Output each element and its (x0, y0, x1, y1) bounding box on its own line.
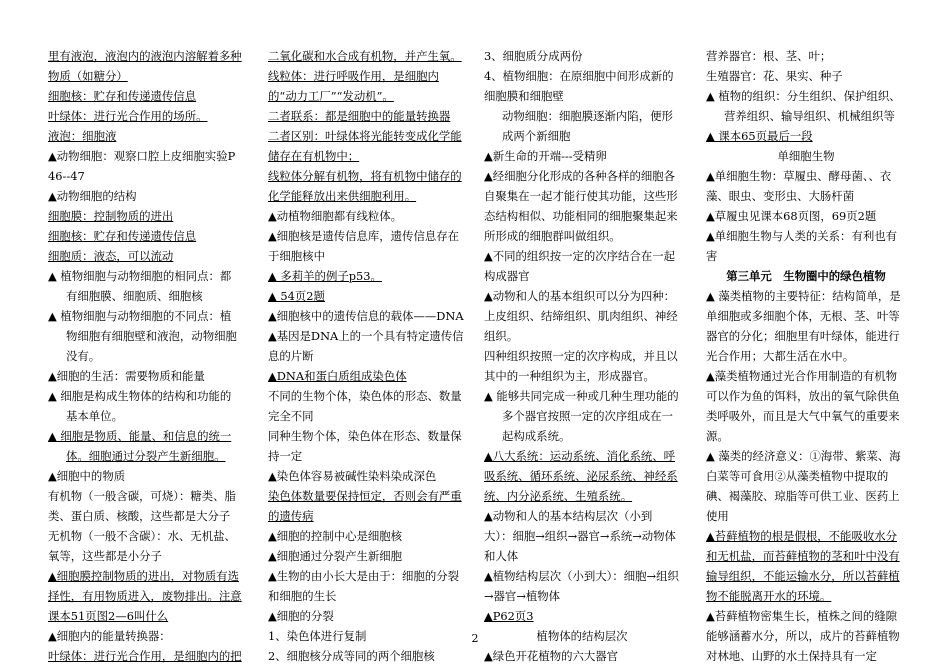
paragraph: 二氧化碳和水合成有机物，并产生氧。 (268, 49, 462, 63)
paragraph: ▲动物和人的基本结构层次（小到大）：细胞→组织→器官→系统→动物体和人体 (484, 509, 676, 563)
paragraph: ▲细胞核是遗传信息库，遗传信息存在于细胞核中 (268, 229, 460, 263)
paragraph: 细胞质：液态，可以流动 (48, 249, 174, 263)
paragraph: 不同的生物个体，染色体的形态、数量完全不同 (268, 389, 462, 423)
paragraph: ▲八大系统：运动系统、消化系统、呼吸系统、循环系统、泌尿系统、神经系统、内分泌系统、生殖系统。 (484, 449, 678, 503)
paragraph: ▲ 植物细胞与动物细胞的不同点：植物细胞有细胞壁和液泡，动物细胞没有。 (48, 309, 237, 363)
paragraph: 有机物（一般含碳，可烧）：糖类、脂类、蛋白质、核酸，这些都是大分子 (48, 489, 236, 523)
paragraph: 线粒体：进行呼吸作用，是细胞内的“动力工厂”“发动机”。 (268, 69, 439, 103)
paragraph: ▲植物结构层次（小到大）：细胞→组织→器官→植物体 (484, 569, 679, 603)
paragraph: ▲细胞内的能量转换器： (48, 629, 171, 643)
paragraph: ▲染色体容易被碱性染料染成深色 (268, 469, 437, 483)
column-4 (706, 46, 906, 666)
paragraph: ▲细胞的分裂 (268, 609, 334, 623)
paragraph: ▲P62页3 (484, 609, 534, 623)
paragraph: ▲ 能够共同完成一种或几种生理功能的多个器官按照一定的次序组成在一起构成系统。 (484, 389, 679, 443)
paragraph: 植物体的结构层次 (536, 629, 628, 643)
paragraph: 1、染色体进行复制 (268, 629, 367, 643)
paragraph: ▲不同的组织按一定的次序结合在一起构成器官 (484, 249, 676, 283)
paragraph: ▲单细胞生物与人类的关系：有利也有害 (706, 229, 898, 263)
paragraph: 里有液泡，液泡内的液泡内溶解着多种物质（如糖分） (48, 49, 242, 83)
paragraph: ▲动植物细胞都有线粒体。 (268, 209, 403, 223)
column-3 (484, 46, 680, 666)
paragraph: ▲ 多莉羊的例子p53。 (268, 269, 382, 283)
paragraph: 液泡：细胞液 (48, 129, 117, 143)
paragraph: 无机物（一般不含碳）：水、无机盐、氧等，这些都是小分子 (48, 529, 236, 563)
paragraph: 生殖器官：花、果实、种子 (706, 69, 843, 83)
paragraph: 同种生物个体，染色体在形态、数量保持一定 (268, 429, 462, 463)
paragraph: 四种组织按照一定的次序构成，并且以其中的一种组织为主，形成器官。 (484, 349, 678, 383)
paragraph: ▲ 藻类的经济意义：①海带、紫菜、海白菜等可食用②从藻类植物中提取的碘、褐藻胶、琼脂等可供工业、医药上使用 (706, 449, 901, 523)
paragraph: ▲绿色开花植物的六大器官 (484, 649, 619, 663)
paragraph: 线粒体分解有机物，将有机物中储存的化学能释放出来供细胞利用。 (268, 169, 462, 203)
paragraph: 2、细胞核分成等同的两个细胞核 (268, 649, 435, 663)
paragraph: 叶绿体：进行光合作用的场所。 (48, 109, 208, 123)
paragraph: ▲细胞的生活：需要物质和能量 (48, 369, 205, 383)
paragraph: ▲苔藓植物密集生长，植株之间的缝隙能够涵蓄水分，所以，成片的苔藓植物对林地、山野的水土保持具有一定 (706, 609, 900, 663)
paragraph: 二者联系：都是细胞中的能量转换器 (268, 109, 451, 123)
paragraph: 染色体数量要保持恒定，否则会有严重的遗传病 (268, 489, 462, 523)
paragraph: ▲细胞通过分裂产生新细胞 (268, 549, 403, 563)
paragraph: 叶绿体：进行光合作用，是细胞内的把 (48, 649, 242, 663)
column-1 (48, 46, 242, 666)
paragraph: ▲草履虫见课本68页图，69页2题 (706, 209, 877, 223)
paragraph: ▲ 藻类植物的主要特征：结构简单，是单细胞或多细胞个体，无根、茎、叶等器官的分化；细胞里有叶绿体，能进行光合作用；大都生活在水中。 (706, 289, 901, 363)
paragraph: 单细胞生物 (777, 149, 835, 163)
paragraph: ▲ 细胞是构成生物体的结构和功能的基本单位。 (48, 389, 232, 423)
paragraph: ▲ 植物细胞与动物细胞的相同点：都有细胞膜、细胞质、细胞核 (48, 269, 232, 303)
paragraph: ▲苔藓植物的根是假根，不能吸收水分和无机盐，而苔藓植物的茎和叶中没有输导组织，不能运输水分，所以苔藓植物不能脱离开水的环境。 (706, 529, 900, 603)
paragraph: ▲生物的由小长大是由于：细胞的分裂和细胞的生长 (268, 569, 460, 603)
paragraph: ▲DNA和蛋白质组成染色体 (268, 369, 407, 383)
paragraph: ▲ 细胞是物质、能量、和信息的统一体。细胞通过分裂产生新细胞。 (48, 429, 232, 463)
paragraph: ▲藻类植物通过光合作用制造的有机物可以作为鱼的饵料，放出的氧气除供鱼类呼吸外，而且是大气中氧气的重要来源。 (706, 369, 900, 443)
paragraph: 二者区别：叶绿体将光能转变成化学能储存在有机物中； (268, 129, 462, 163)
paragraph: ▲动物细胞：观察口腔上皮细胞实验P46--47 (48, 149, 236, 183)
paragraph: 4、植物细胞：在原细胞中间形成新的细胞膜和细胞壁 (484, 69, 674, 103)
page-number: 2 (471, 632, 479, 645)
paragraph: 3、细胞质分成两份 (484, 49, 583, 63)
paragraph: ▲经细胞分化形成的各种各样的细胞各自聚集在一起才能行使其功能，这些形态结构相似、功能相同的细胞聚集起来所形成的细胞群叫做组织。 (484, 169, 678, 243)
paragraph: ▲细胞膜控制物质的进出，对物质有选择性，有用物质进入，废物排出。注意课本51页图2—6叫什么 (48, 569, 242, 623)
paragraph: 细胞核：贮存和传递遗传信息 (48, 89, 197, 103)
paragraph: 动物细胞：细胞膜逐渐内陷，便形成两个新细胞 (502, 109, 673, 143)
paragraph: 细胞膜：控制物质的进出 (48, 209, 174, 223)
paragraph: ▲动物和人的基本组织可以分为四种：上皮组织、结缔组织、肌肉组织、神经组织。 (484, 289, 678, 343)
paragraph: ▲ 植物的组织：分生组织、保护组织、营养组织、输导组织、机械组织等 (706, 89, 901, 123)
paragraph: ▲ 课本65页最后一段 (706, 129, 813, 143)
paragraph: ▲单细胞生物：草履虫、酵母菌、、衣藻、眼虫、变形虫、大肠杆菌 (706, 169, 892, 203)
paragraph: 营养器官：根、茎、叶； (706, 49, 832, 63)
paragraph: 细胞核：贮存和传递遗传信息 (48, 229, 197, 243)
paragraph: ▲ 54页2题 (268, 289, 325, 303)
section-heading: 第三单元 生物圈中的绿色植物 (726, 269, 886, 283)
paragraph: ▲细胞的控制中心是细胞核 (268, 529, 403, 543)
paragraph: ▲细胞核中的遗传信息的载体——DNA (268, 309, 464, 323)
column-2 (268, 46, 464, 666)
paragraph: ▲新生命的开端---受精卵 (484, 149, 607, 163)
paragraph: ▲基因是DNA上的一个具有特定遗传信息的片断 (268, 329, 464, 363)
paragraph: ▲细胞中的物质 (48, 469, 126, 483)
paragraph: ▲动物细胞的结构 (48, 189, 137, 203)
